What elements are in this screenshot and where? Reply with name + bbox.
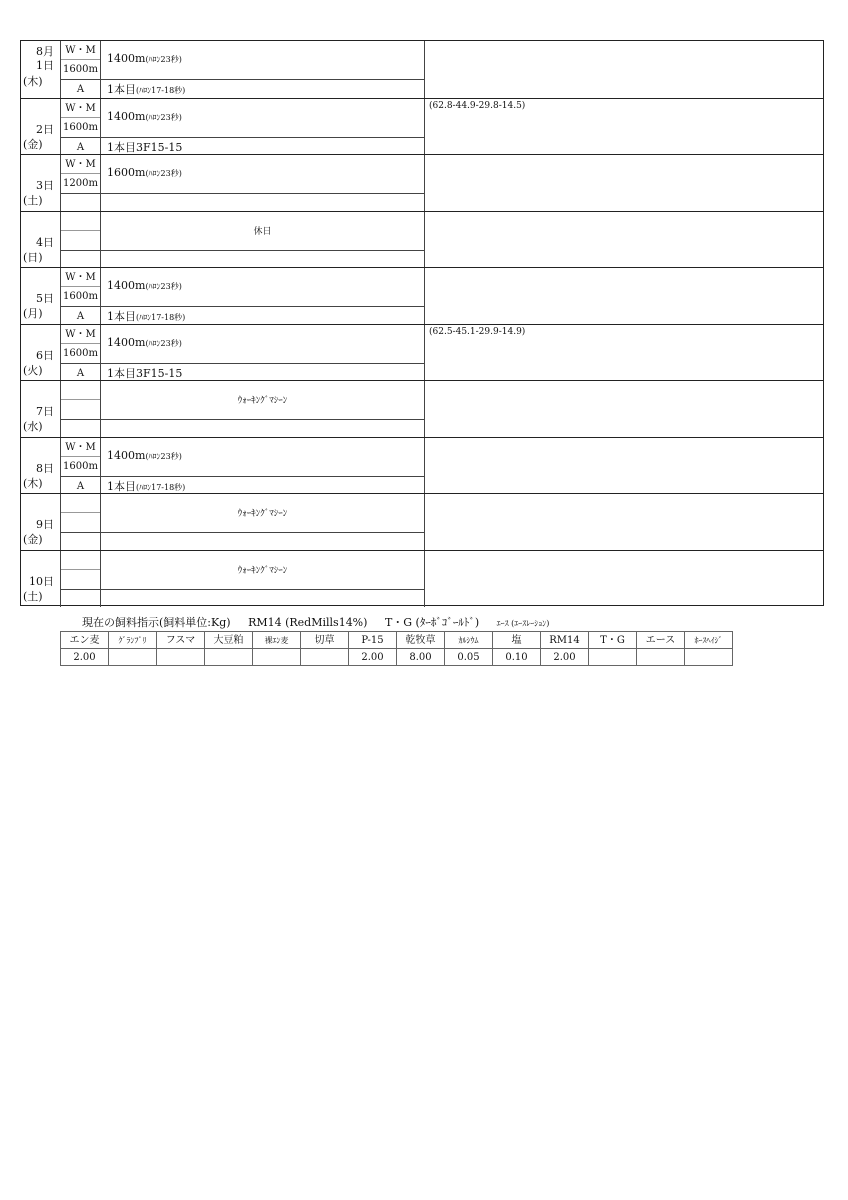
date-cell [21, 99, 61, 155]
workout-main: 1400m [107, 335, 146, 349]
course-label [61, 589, 100, 608]
workout-sub: 1本目 [107, 310, 136, 323]
day-label: 2日 [36, 122, 54, 136]
day-row [21, 41, 823, 98]
note-cell [425, 551, 823, 607]
note-cell [425, 438, 823, 494]
course-label [61, 250, 100, 269]
feed-header-cell: エース [637, 632, 685, 649]
note-cell [425, 99, 823, 155]
day-row [21, 211, 823, 268]
course-label [61, 193, 100, 212]
track-label [61, 551, 100, 570]
track-label: W・M [61, 155, 100, 174]
feed-value-row [61, 649, 733, 666]
feed-value-cell [253, 649, 301, 666]
course-label: A [61, 476, 100, 495]
feed-value-cell [637, 649, 685, 666]
track-cell [61, 325, 101, 381]
workout-sub: 1本目 [107, 83, 136, 96]
day-row [21, 493, 823, 550]
date-cell [21, 268, 61, 324]
track-cell [61, 155, 101, 211]
note-cell [425, 494, 823, 550]
distance-label: 1600m [63, 64, 98, 75]
day-label: 8日 [36, 461, 54, 475]
track-cell [61, 551, 101, 607]
weekday-label: (金) [23, 533, 43, 546]
workout-main: 1600m [107, 166, 146, 179]
workout-cell [101, 212, 425, 268]
distance-label: 1600m [63, 347, 98, 359]
feed-table [60, 631, 733, 666]
workout-center-label: ｳｫｰｷﾝｸﾞﾏｼｰﾝ [237, 509, 288, 519]
date-cell [21, 438, 61, 494]
weekday-label: (土) [23, 589, 43, 603]
feed-value-cell: 8.00 [397, 649, 445, 666]
track-label: W・M [61, 268, 100, 287]
feed-header-cell: 大豆粕 [205, 632, 253, 649]
feed-header-cell: T・G [589, 632, 637, 649]
distance-label: 1600m [63, 291, 98, 302]
feed-header-cell: P-15 [349, 632, 397, 649]
day-row [21, 324, 823, 381]
workout-cell [101, 99, 425, 155]
distance-label: 1600m [63, 121, 98, 133]
feed-value-cell [109, 649, 157, 666]
day-label: 7日 [36, 405, 54, 418]
date-cell [21, 494, 61, 550]
weekday-label: (金) [23, 137, 43, 151]
feed-header-cell: ｶﾙｼｳﾑ [445, 632, 493, 649]
feed-value-cell: 2.00 [541, 649, 589, 666]
workout-main-pace: (ﾊﾛﾝ23秒) [145, 338, 182, 348]
time-note: (62.5-45.1-29.9-14.9) [429, 326, 526, 337]
track-label: W・M [61, 41, 100, 60]
date-cell [21, 41, 61, 98]
course-label: A [61, 363, 100, 382]
track-label: W・M [61, 99, 100, 118]
distance-label [61, 400, 100, 419]
workout-sub-pace: (ﾊﾛﾝ17-18秒) [136, 86, 186, 95]
workout-sub: 1本目3F15-15 [107, 140, 183, 154]
weekday-label: (火) [23, 363, 43, 377]
note-cell [425, 325, 823, 381]
track-label: W・M [61, 438, 100, 457]
workout-sub-pace: (ﾊﾛﾝ17-18秒) [136, 482, 186, 492]
workout-center-label: ｳｫｰｷﾝｸﾞﾏｼｰﾝ [237, 565, 288, 576]
workout-cell [101, 494, 425, 550]
feed-value-cell [205, 649, 253, 666]
workout-cell [101, 551, 425, 607]
weekday-label: (土) [23, 194, 43, 207]
weekday-label: (木) [23, 476, 43, 490]
feed-legend-tg: T・G (ﾀｰﾎﾞｺﾞｰﾙﾄﾞ) [384, 616, 480, 629]
track-label: W・M [61, 325, 100, 344]
workout-sub-pace: (ﾊﾛﾝ17-18秒) [136, 313, 186, 322]
workout-main-pace: (ﾊﾛﾝ23秒) [145, 282, 182, 291]
feed-header-cell: 切草 [301, 632, 349, 649]
workout-cell [101, 325, 425, 381]
feed-header-cell: ﾎｰｽﾍｲｼﾞ [685, 632, 733, 649]
track-cell [61, 41, 101, 98]
feed-header-cell: フスマ [157, 632, 205, 649]
feed-header-cell: RM14 [541, 632, 589, 649]
feed-value-cell: 2.00 [349, 649, 397, 666]
weekday-label: (月) [23, 307, 43, 320]
feed-header-cell: 裸ｴﾝ麦 [253, 632, 301, 649]
workout-sub: 1本目3F15-15 [107, 366, 183, 380]
workout-cell [101, 155, 425, 211]
track-cell [61, 99, 101, 155]
track-label [61, 381, 100, 400]
date-cell [21, 155, 61, 211]
month-label: 8月 [36, 45, 54, 58]
workout-center-label: ｳｫｰｷﾝｸﾞﾏｼｰﾝ [237, 396, 288, 406]
workout-main-pace: (ﾊﾛﾝ23秒) [145, 451, 182, 461]
feed-value-cell: 0.05 [445, 649, 493, 666]
day-row [21, 154, 823, 211]
track-cell [61, 381, 101, 437]
feed-legend-rm14: RM14 (RedMills14%) [248, 616, 368, 629]
distance-label: 1600m [63, 460, 98, 472]
workout-cell [101, 438, 425, 494]
workout-cell [101, 381, 425, 437]
day-label: 3日 [36, 179, 54, 192]
note-cell [425, 41, 823, 98]
feed-header-cell: ｸﾞﾗﾝﾌﾟﾘ [109, 632, 157, 649]
course-label [61, 532, 100, 551]
weekday-label: (木) [23, 75, 43, 88]
feed-title: 現在の飼料指示(飼料単位:Kg) [82, 616, 231, 629]
feed-value-cell [157, 649, 205, 666]
time-note: (62.8-44.9-29.8-14.5) [429, 100, 526, 111]
feed-value-cell [589, 649, 637, 666]
note-cell [425, 212, 823, 268]
date-cell [21, 381, 61, 437]
track-cell [61, 212, 101, 268]
day-row [21, 98, 823, 155]
workout-sub: 1本目 [107, 479, 136, 493]
day-label: 9日 [36, 518, 54, 531]
workout-center-label: 休日 [253, 226, 272, 237]
feed-instruction-heading [82, 614, 563, 630]
feed-value-cell: 2.00 [61, 649, 109, 666]
distance-label [61, 231, 100, 250]
workout-main: 1400m [107, 448, 146, 462]
feed-value-cell: 0.10 [493, 649, 541, 666]
feed-header-row [61, 632, 733, 649]
date-cell [21, 551, 61, 607]
track-cell [61, 268, 101, 324]
course-label [61, 419, 100, 438]
course-label: A [61, 306, 100, 325]
feed-value-cell [685, 649, 733, 666]
day-label: 5日 [36, 292, 54, 305]
distance-label: 1200m [63, 178, 98, 189]
track-label [61, 494, 100, 513]
feed-header-cell: エン麦 [61, 632, 109, 649]
note-cell [425, 381, 823, 437]
workout-main: 1400m [107, 109, 146, 123]
feed-value-cell [301, 649, 349, 666]
weekday-label: (水) [23, 420, 43, 433]
workout-main: 1400m [107, 52, 146, 65]
note-cell [425, 155, 823, 211]
workout-main-pace: (ﾊﾛﾝ23秒) [145, 55, 182, 64]
day-row [21, 267, 823, 324]
track-cell [61, 438, 101, 494]
workout-main-pace: (ﾊﾛﾝ23秒) [145, 169, 182, 178]
feed-header-cell: 塩 [493, 632, 541, 649]
workout-cell [101, 41, 425, 98]
course-label: A [61, 79, 100, 98]
distance-label [61, 513, 100, 532]
feed-legend-ace: ｴｰｽ (ｴｰｽﾚｰｼｮﾝ) [496, 619, 550, 628]
course-label: A [61, 137, 100, 156]
feed-header-cell: 乾牧草 [397, 632, 445, 649]
day-label: 4日 [36, 235, 54, 249]
day-row [21, 550, 823, 607]
workout-cell [101, 268, 425, 324]
workout-main-pace: (ﾊﾛﾝ23秒) [145, 112, 182, 122]
day-label: 1日 [36, 59, 54, 72]
track-label [61, 212, 100, 231]
day-row [21, 380, 823, 437]
day-row [21, 437, 823, 494]
track-cell [61, 494, 101, 550]
day-label: 6日 [36, 348, 54, 362]
weekday-label: (日) [23, 250, 43, 264]
distance-label [61, 570, 100, 589]
day-label: 10日 [29, 574, 54, 588]
workout-main: 1400m [107, 279, 146, 292]
date-cell [21, 212, 61, 268]
date-cell [21, 325, 61, 381]
training-schedule-table [20, 40, 824, 606]
note-cell [425, 268, 823, 324]
